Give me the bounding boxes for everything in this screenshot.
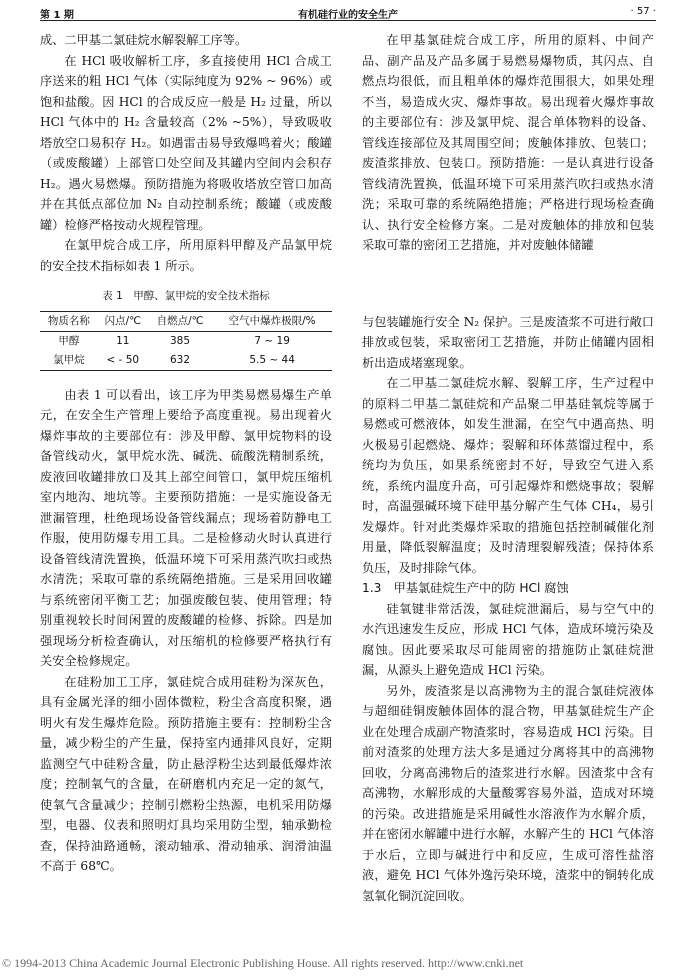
- paragraph: 在硅粉加工工序，氯硅烷合成用硅粉为深灰色，具有金属光泽的细小固体微粒，粉尘含高度积聚，遇明火有发生爆炸危险。预防措施主要有：控制粉尘含量，减少粉尘的产生量，保持室内通排风良好，定期监测空气中硅粉含量，防止悬浮粉尘达到最低爆炸浓度；控制氧气的含量，在研磨机内充足一定的氮气，使氧气含量减少；控制引燃粉尘热源，电机采用防爆型，电器、仪表和照明灯具均采用防尘型，轴承勤检查，保持油路通畅，滚动轴承、滑动轴承、润滑油温不高于 68℃。: [40, 674, 332, 873]
- running-title: 有机硅行业的安全生产: [298, 10, 398, 21]
- left-column: [40, 30, 332, 877]
- right-column: [362, 30, 654, 906]
- paragraph: 在二甲基二氯硅烷水解、裂解工序，生产过程中的原料二甲基二氯硅烷和产品聚二甲基硅氧烷等属于易燃或可燃液体，如发生泄漏，在空气中遇高热、明火极易引起燃烧、爆炸；裂解和环体蒸馏过程中，系统均为负压，如果系统密封不好，导致空气进入系统，系统内温度升高，可引起爆炸和燃烧事故；裂解时，高温强碱环境下硅甲基分解产生气体 CH₄，易引发爆炸。针对此类爆炸采取的措施包括控制碱催化剂用量，降低裂解温度；及时清理裂解残渣；保持体系负压，及时排除气体。: [362, 376, 654, 575]
- table-header-cell: 空气中爆炸极限/%: [228, 314, 316, 327]
- paragraph: 与包装罐施行安全 N₂ 保护。三是废渣浆不可进行敞口排放或包装，采取密闭工艺措施，并防止储罐内固相析出造成堵塞现象。: [362, 314, 654, 370]
- table-header-cell: 自燃点/℃: [156, 314, 204, 327]
- safety-table: [40, 311, 332, 371]
- table-cell: 氯甲烷: [53, 353, 85, 366]
- paragraph: 另外，废渣浆是以高沸物为主的混合氯硅烷液体与超细硅铜废触体固体的混合物，甲基氯硅烷生产企业在处理合成副产物渣浆时，容易造成 HCl 污染。目前对渣浆的处理方法大多是通过分离将其中的高沸物回收，分离高沸物后的渣浆进行水解。因渣浆中含有高沸物，水解形成的大量酸雾容易外溢，造成对环境的污染。改进措施是采用碱性水溶液作为水解介质，并在密闭水解罐中进行水解，水解产生的 HCl 气体溶于水后，立即与碱进行中和反应，生成可溶性盐溶液，避免 HCl 气体外逸污染环境，渣浆中的铜转化成氢氧化铜沉淀回收。: [362, 683, 654, 903]
- issue-number: 第 1 期: [40, 10, 74, 21]
- table-cell: < - 50: [106, 353, 140, 366]
- table-cell: 632: [169, 353, 191, 366]
- paragraph: 在氯甲烷合成工序，所用原料甲醇及产品氯甲烷的安全技术指标如表 1 所示。: [40, 238, 332, 273]
- table-caption: 表 1 甲醇、氯甲烷的安全技术指标: [102, 290, 270, 302]
- table-row: [40, 331, 332, 351]
- table-header-row: [40, 311, 332, 331]
- column-gap: [362, 256, 654, 312]
- paragraph: 成、二甲基二氯硅烷水解裂解工序等。: [40, 33, 248, 47]
- paragraph: 在 HCl 吸收解析工序，多直接使用 HCl 合成工序送来的粗 HCl 气体（实际纯度为 92% ~ 96%）或饱和盐酸。因 HCl 的合成反应一般是 H₂ 过量，所以 HCl 气体中的 H₂ 含量较高（2% ~5%），导致吸收塔放空口易积存 H₂。如遇雷击易导致爆鸣着火；酸罐（或废酸罐）上部管口处空间及其罐内空间内会积存 H₂。遇火易燃爆。预防措施为将吸收塔放空管口加高并在其低点部位加 N₂ 自动控制系统；酸罐（或废酸罐）检修严格按动火规程管理。: [40, 53, 332, 232]
- table-header-cell: 物质名称: [47, 314, 90, 327]
- table-cell: 7 ~ 19: [254, 334, 290, 347]
- page-header: [40, 4, 656, 24]
- header-rule: [40, 20, 656, 21]
- table-cell: 甲醇: [58, 334, 80, 347]
- paragraph: 由表 1 可以看出，该工序为甲类易燃易爆生产单元，在安全生产管理上要给予高度重视。易出现着火爆炸事故的主要部位有：涉及甲醇、氯甲烷物料的设备管线动火，氯甲烷水洗、碱洗、硫酸洗精制系统，废液回收罐排放口及其上部空间管口，氯甲烷压缩机室内地沟、地坑等。主要预防措施：一是实施设备无泄漏管理，杜绝现场设备管线漏点；现场着防静电工作服，使用防爆专用工具。二是检修动火时认真进行设备管线清洗置换，低温环境下可采用蒸汽吹扫或热水清洗；采取可靠的系统隔绝措施。三是采用回收罐与系统密闭平衡工艺；加强废酸包装、使用管理；特别重视较长时间闲置的废酸罐的检修、拆除。四是加强现场分析检查确认，对压缩机的检修要严格执行有关安全检修规定。: [40, 387, 332, 668]
- table-cell: 5.5 ~ 44: [249, 353, 295, 366]
- table-cell: 11: [116, 334, 130, 347]
- table-header-cell: 闪点/℃: [104, 314, 141, 327]
- page-number: · 57 ·: [630, 6, 656, 17]
- table-cell: 385: [169, 334, 191, 347]
- table-row: [40, 351, 332, 371]
- paragraph: 在甲基氯硅烷合成工序，所用的原料、中间产品、副产品及产品多属于易燃易爆物质，其闪点、自燃点均很低，而且粗单体的爆炸范围很大，如果处理不当，易造成火灾、爆炸事故。易出现着火爆炸事故的主要部位有：涉及氯甲烷、混合单体物料的设备、管线连接部位及其周围空间；废触体排放、包装口；废渣浆排放、包装口。预防措施：一是认真进行设备管线清洗置换，低温环境下可采用蒸汽吹扫或热水清洗；采取可靠的系统隔绝措施；严格进行现场检查确认、执行安全检修方案。二是对废触体的排放和包装采取可靠的密闭工艺措施，并对废触体储罐: [362, 33, 654, 252]
- section-heading: 1.3 甲基氯硅烷生产中的防 HCl 腐蚀: [362, 581, 569, 595]
- copyright-footer: © 1994-2013 China Academic Journal Electronic Publishing House. All rights reserved. http://www.cnki.net: [2, 956, 524, 970]
- paragraph: 硅氧键非常活泼，氯硅烷泄漏后，易与空气中的水汽迅速发生反应，形成 HCl 气体，造成环境污染及腐蚀。因此要采取尽可能周密的措施防止氯硅烷泄漏，从源头上避免造成 HCl 污染。: [362, 601, 654, 677]
